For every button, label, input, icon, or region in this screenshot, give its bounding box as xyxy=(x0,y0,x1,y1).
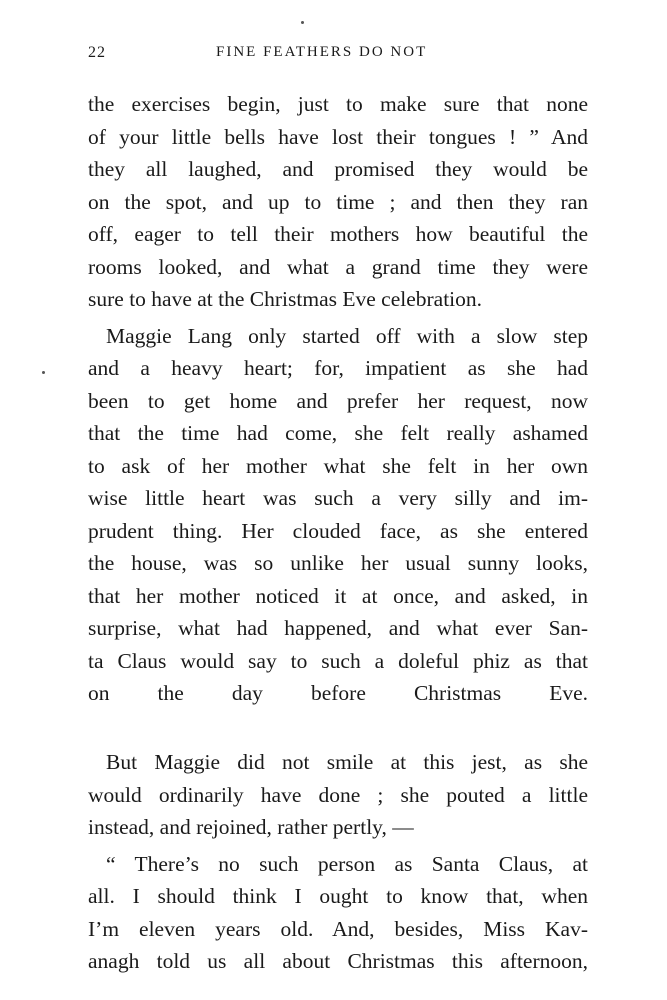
paragraph xyxy=(88,746,588,844)
text-line: But Maggie did not smile at this jest, as she xyxy=(106,750,588,774)
text-line: instead, and rejoined, rather pertly, — xyxy=(88,815,414,839)
text-line: they all laughed, and promised they would be xyxy=(88,157,588,181)
paragraph xyxy=(88,320,588,743)
text-line: would ordinarily have done ; she pouted a little xyxy=(88,782,588,807)
page-number: 22 xyxy=(88,44,106,61)
text-line: that the time had come, she felt really ashamed xyxy=(88,421,588,445)
text-line: “ There’s no such person as Santa Claus, at xyxy=(106,851,588,876)
text-line: rooms looked, and what a grand time they were xyxy=(88,254,588,279)
text-line: all. I should think I ought to know that, when xyxy=(88,884,588,908)
text-line: surprise, what had happened, and what ever San- xyxy=(88,616,588,640)
text-line xyxy=(88,710,588,743)
print-speck xyxy=(42,371,45,374)
paragraph xyxy=(88,848,588,978)
text-line: and a heavy heart; for, impatient as she had xyxy=(88,356,588,380)
text-line: been to get home and prefer her request, now xyxy=(88,388,588,413)
text-line: to ask of her mother what she felt in her own xyxy=(88,453,588,478)
page-header xyxy=(88,44,588,68)
text-line: off, eager to tell their mothers how beautiful the xyxy=(88,222,588,246)
text-line: on the spot, and up to time ; and then they ran xyxy=(88,189,588,214)
text-line: wise little heart was such a very silly and im- xyxy=(88,486,588,510)
text-line: the exercises begin, just to make sure that none xyxy=(88,92,588,116)
text-line: I’m eleven years old. And, besides, Miss Kav- xyxy=(88,916,588,941)
text-line: on the day before Christmas Eve. xyxy=(88,681,588,705)
text-line: ta Claus would say to such a doleful phiz as that xyxy=(88,648,588,673)
text-line: the house, was so unlike her usual sunny looks, xyxy=(88,551,588,575)
print-speck xyxy=(301,21,304,24)
text-line: Maggie Lang only started off with a slow step xyxy=(106,323,588,348)
text-line: prudent thing. Her clouded face, as she entered xyxy=(88,518,588,543)
body-text xyxy=(88,88,588,978)
paragraph xyxy=(88,88,588,316)
text-line: of your little bells have lost their tongues ! ” And xyxy=(88,124,588,149)
text-line: that her mother noticed it at once, and asked, in xyxy=(88,583,588,608)
text-line: anagh told us all about Christmas this afternoon, xyxy=(88,949,588,973)
text-line: sure to have at the Christmas Eve celebration. xyxy=(88,287,483,311)
running-head: FINE FEATHERS DO NOT xyxy=(216,44,428,60)
